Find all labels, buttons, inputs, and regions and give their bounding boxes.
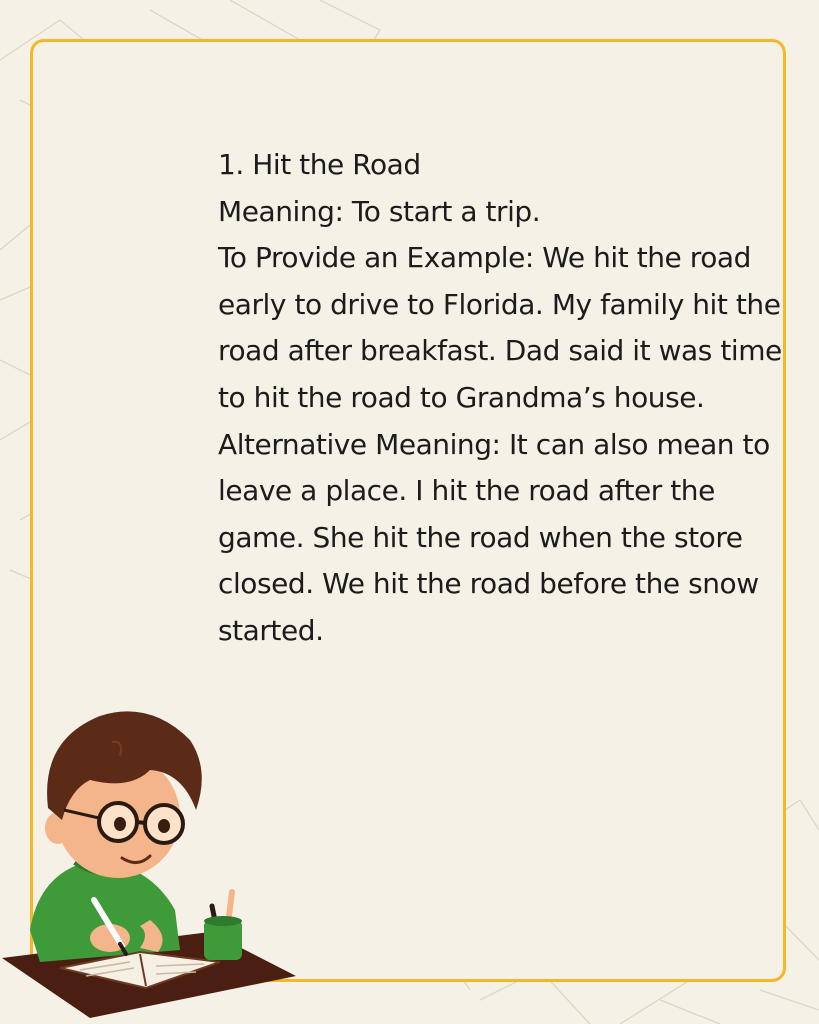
idiom-article: [218, 142, 783, 655]
idiom-heading: 1. Hit the Road: [218, 148, 421, 181]
idiom-meaning: Meaning: To start a trip.: [218, 194, 541, 228]
boy-studying-illustration: [0, 700, 300, 1024]
pencil-cup: [204, 892, 242, 960]
idiom-example: To Provide an Example: We hit the road early to drive to Florida. My family hit the road after breakfast. Dad said it was time to hit the road to Grandma’s house.: [218, 241, 782, 414]
boy-head: [45, 711, 202, 878]
idiom-alternative-meaning: Alternative Meaning: It can also mean to leave a place. I hit the road after the game. She hit the road when the store closed. We hit the road before the snow started.: [218, 427, 770, 647]
